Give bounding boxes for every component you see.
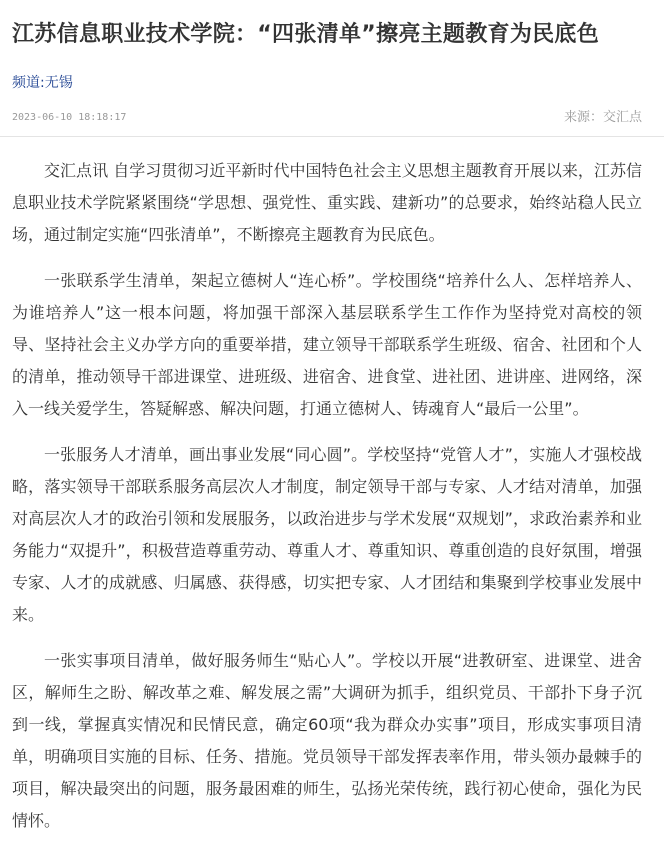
paragraph-2: 一张联系学生清单，架起立德树人“连心桥”。学校围绕“培养什么人、怎样培养人、为谁培养人”这一根本问题，将加强干部深入基层联系学生工作作为坚持党对高校的领导、坚持社会主义办学方向的重要举措，建立领导干部联系学生班级、宿舍、社团和个人的清单，推动领导干部进课堂、进班级、进宿舍、进食堂、进社团、进讲座、进网络，深入一线关爱学生，答疑解惑、解决问题，打通立德树人、铸魂育人“最后一公里”。 [12, 271, 642, 418]
paragraph-3: 一张服务人才清单，画出事业发展“同心圆”。学校坚持“党管人才”，实施人才强校战略，落实领导干部联系服务高层次人才制度，制定领导干部与专家、人才结对清单，加强对高层次人才的政治引领和发展服务，以政治进步与学术发展“双规划”，求政治素养和业务能力“双提升”，积极营造尊重劳动、尊重人才、尊重知识、尊重创造的良好氛围，增强专家、人才的成就感、归属感、获得感，切实把专家、人才团结和集聚到学校事业发展中来。 [12, 445, 642, 624]
publish-date: 2023-06-10 18:18:17 [12, 112, 127, 123]
article [12, 0, 642, 851]
paragraph-1: 交汇点讯 自学习贯彻习近平新时代中国特色社会主义思想主题教育开展以来，江苏信息职业技术学院紧紧围绕“学思想、强党性、重实践、建新功”的总要求，始终站稳人民立场，通过制定实施“四张清单”，不断擦亮主题教育为民底色。 [12, 161, 642, 244]
channel-line [12, 74, 642, 92]
divider [0, 136, 664, 137]
article-body [12, 155, 642, 837]
channel-prefix: 频道: [12, 75, 45, 91]
article-meta [12, 108, 642, 128]
article-title: 江苏信息职业技术学院：“四张清单”擦亮主题教育为民底色 [12, 22, 600, 47]
channel-link[interactable]: 无锡 [44, 75, 73, 91]
article-source: 来源：交汇点 [563, 110, 642, 125]
paragraph-4: 一张实事项目清单，做好服务师生“贴心人”。学校以开展“进教研室、进课堂、进舍区，解师生之盼、解改革之难、解发展之需”大调研为抓手，组织党员、干部扑下身子沉到一线，掌握真实情况和民情民意，确定60项“我为群众办实事”项目，形成实事项目清单，明确项目实施的目标、任务、措施。党员领导干部发挥表率作用，带头领办最棘手的项目，解决最突出的问题，服务最困难的师生，弘扬光荣传统，践行初心使命，强化为民情怀。 [12, 651, 642, 830]
